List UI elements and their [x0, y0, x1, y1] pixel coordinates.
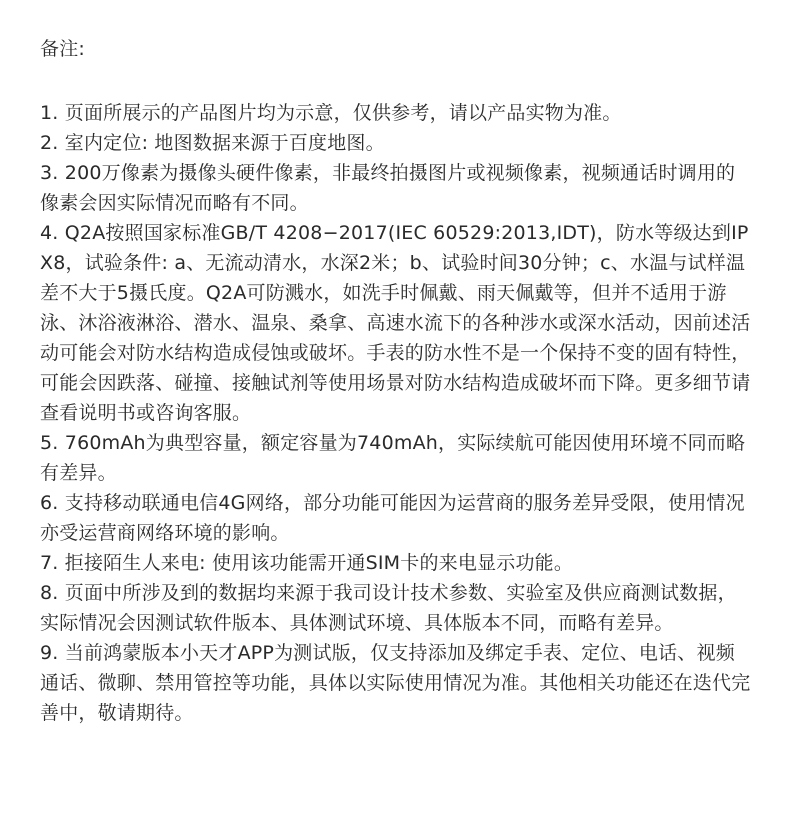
note-item-8 [40, 578, 752, 638]
note-item-6 [40, 488, 752, 548]
note-item-3 [40, 158, 752, 218]
note-text: 200万像素为摄像头硬件像素，非最终拍摄图片或视频像素，视频通话时调用的像素会因实际情况而略有不同。 [40, 162, 736, 214]
note-text: 760mAh为典型容量，额定容量为740mAh，实际续航可能因使用环境不同而略有差异。 [40, 432, 746, 484]
note-number: 6. [40, 492, 59, 514]
notes-title: 备注: [40, 38, 86, 60]
note-number: 1. [40, 102, 59, 124]
note-text: 支持移动联通电信4G网络，部分功能可能因为运营商的服务差异受限，使用情况亦受运营商网络环境的影响。 [40, 492, 745, 544]
note-number: 5. [40, 432, 59, 454]
note-text: 室内定位: 地图数据来源于百度地图。 [64, 132, 385, 154]
note-item-4 [40, 218, 752, 428]
notes-document [40, 34, 752, 728]
note-text: 拒接陌生人来电: 使用该功能需开通SIM卡的来电显示功能。 [64, 552, 574, 574]
note-text: 页面所展示的产品图片均为示意，仅供参考，请以产品实物为准。 [64, 102, 622, 124]
note-text: 当前鸿蒙版本小天才APP为测试版，仅支持添加及绑定手表、定位、电话、视频通话、微聊、禁用管控等功能，具体以实际使用情况为准。其他相关功能还在迭代完善中，敬请期待。 [40, 642, 751, 724]
note-item-7 [40, 548, 752, 578]
note-number: 2. [40, 132, 59, 154]
note-number: 9. [40, 642, 59, 664]
notes-list [40, 98, 752, 728]
note-text: 页面中所涉及到的数据均来源于我司设计技术参数、实验室及供应商测试数据，实际情况会因测试软件版本、具体测试环境、具体版本不同，而略有差异。 [40, 582, 737, 634]
note-number: 3. [40, 162, 59, 184]
note-item-9 [40, 638, 752, 728]
note-number: 8. [40, 582, 59, 604]
note-number: 7. [40, 552, 59, 574]
note-item-2 [40, 128, 752, 158]
note-item-5 [40, 428, 752, 488]
note-text: Q2A按照国家标准GB/T 4208−2017(IEC 60529:2013,IDT)，防水等级达到IPX8，试验条件: a、无流动清水，水深2米；b、试验时间30分钟；c、水温与试样温差不大于5摄氏度。Q2A可防溅水，如洗手时佩戴、雨天佩戴等，但并不适用于游泳、沐浴液淋浴、潜水、温泉、桑拿、高速水流下的各种涉水或深水活动，因前述活动可能会对防水结构造成侵蚀或破坏。手表的防水性不是一个保持不变的固有特性，可能会因跌落、碰撞、接触试剂等使用场景对防水结构造成破坏而下降。更多细节请查看说明书或咨询客服。 [40, 222, 751, 424]
note-number: 4. [40, 222, 59, 244]
note-item-1 [40, 98, 752, 128]
